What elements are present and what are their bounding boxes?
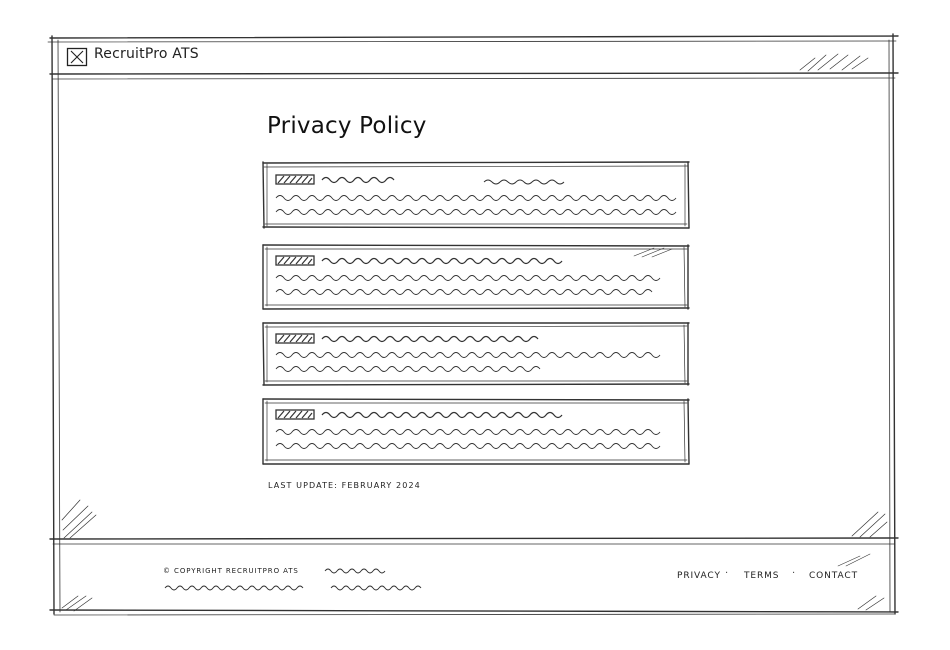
scribble-text-lines xyxy=(276,175,676,215)
page-title: Privacy Policy xyxy=(267,113,427,139)
card-frame xyxy=(262,244,690,310)
policy-section-card xyxy=(262,398,690,465)
footer-link-privacy[interactable]: PRIVACY xyxy=(677,571,721,581)
footer-separator: · xyxy=(792,568,796,579)
last-update-text: LAST UPDATE: FEBRUARY 2024 xyxy=(268,481,421,490)
footer-scribble-text xyxy=(163,562,443,598)
policy-section-card xyxy=(262,322,690,386)
card-frame xyxy=(262,161,690,229)
card-frame xyxy=(262,322,690,386)
app-title: RecruitPro ATS xyxy=(94,46,199,62)
footer-link-contact[interactable]: CONTACT xyxy=(809,571,858,581)
copyright-text: © COPYRIGHT RECRUITPRO ATS xyxy=(163,567,299,575)
footer-link-terms[interactable]: TERMS xyxy=(744,571,780,581)
policy-section-card xyxy=(262,244,690,310)
footer-separator: · xyxy=(725,568,729,579)
policy-section-card xyxy=(262,161,690,229)
x-box-logo-icon xyxy=(66,47,88,67)
card-frame xyxy=(262,398,690,465)
